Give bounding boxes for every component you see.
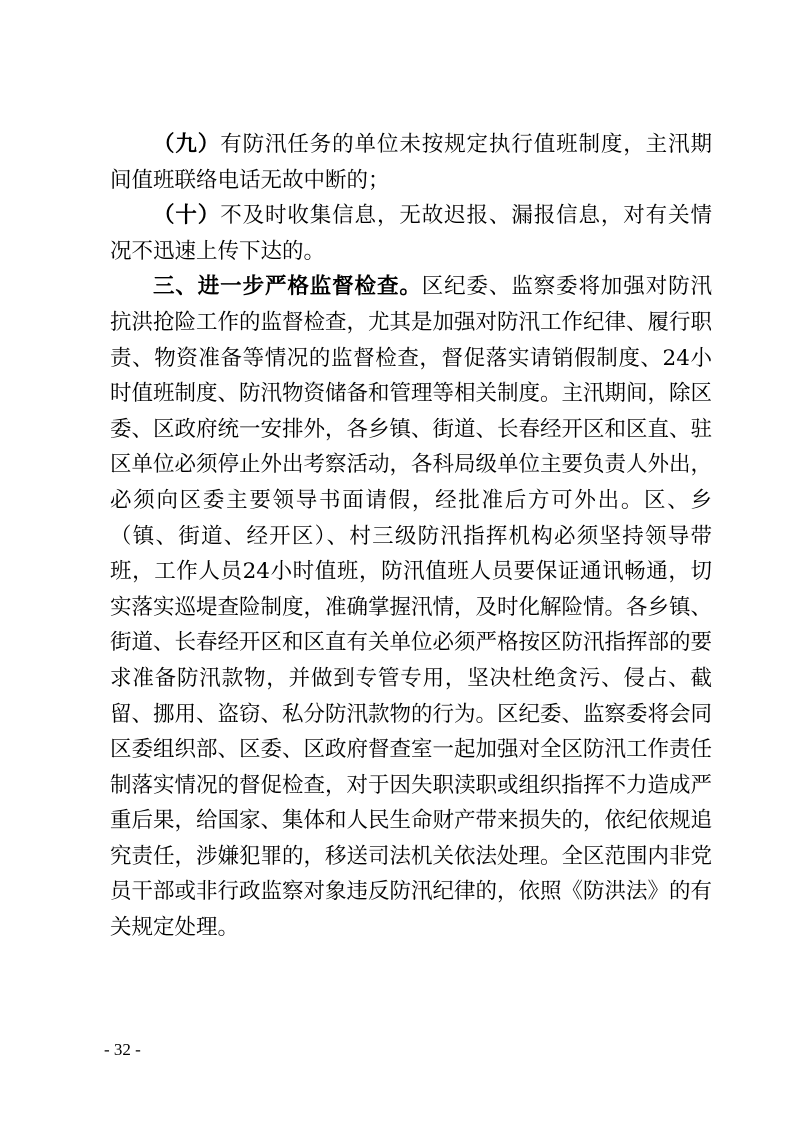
page-number: - 32 - — [104, 1040, 141, 1059]
item-number-10: （十） — [153, 203, 221, 229]
paragraph-item-9 — [110, 127, 712, 198]
paragraph-text: 不及时收集信息，无故迟报、漏报信息，对有关情况不迅速上传下达的。 — [110, 203, 712, 264]
paragraph-text: 有防汛任务的单位未按规定执行值班制度，主汛期间值班联络电话无故中断的； — [110, 132, 712, 193]
section-heading: 三、进一步严格监督检查。 — [153, 274, 422, 300]
item-number-9: （九） — [153, 132, 221, 157]
paragraph-text: 区纪委、监察委将加强对防汛抗洪抢险工作的监督检查，尤其是加强对防汛工作纪律、履行职责、物资准备等情况的监督检查，督促落实请销假制度、24小时值班制度、防汛物资储备和管理等相关制度。主汛期间，除区委、区政府统一安排外，各乡镇、街道、长春经开区和区直、驻区单位必须停止外出考察活动，各科局级单位主要负责人外出，必须向区委主要领导书面请假，经批准后方可外出。区、乡（镇、街道、经开区）、村三级防汛指挥机构必须坚持领导带班，工作人员24小时值班，防汛值班人员要保证通讯畅通，切实落实巡堤查险制度，准确掌握汛情，及时化解险情。各乡镇、街道、长春经开区和区直有关单位必须严格按区防汛指挥部的要求准备防汛款物，并做到专管专用，坚决杜绝贪污、侵占、截留、挪用、盗窃、私分防汛款物的行为。区纪委、监察委将会同区委组织部、区委、区政府督查室一起加强对全区防汛工作责任制落实情况的督促检查，对于因失职渎职或组织指挥不力造成严重后果，给国家、集体和人民生命财产带来损失的，依纪依规追究责任，涉嫌犯罪的，移送司法机关依法处理。全区范围内非党员干部或非行政监察对象违反防汛纪律的，依照《防洪法》的有关规定处理。 — [110, 274, 713, 941]
paragraph-item-10 — [110, 198, 712, 269]
document-body — [110, 127, 712, 946]
paragraph-section-3 — [110, 269, 712, 945]
